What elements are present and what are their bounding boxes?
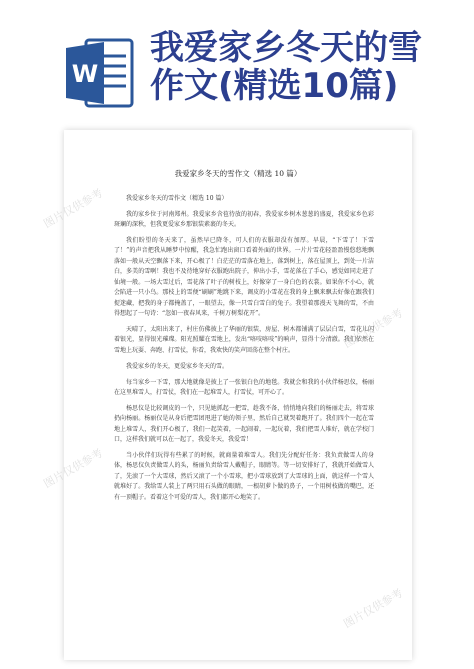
document-heading: 我爱家乡冬天的雪作文（精选 10 篇） — [126, 195, 228, 202]
document-heading: 我爱家乡的冬天，更爱家乡冬天的雪。 — [126, 363, 229, 370]
banner-title-line-1: 我爱家乡冬天的雪 — [150, 28, 422, 68]
banner-title-line-2: 作文(精选10篇) — [150, 66, 399, 106]
watermark: 图片仅供参考 — [341, 586, 406, 631]
word-icon-letter: W — [71, 60, 99, 88]
banner — [0, 0, 474, 118]
document-paragraph: 每当家乡一下雪，那大地就像是披上了一张银白色的地毯。我就会和我的小伙伴杨思仪，杨丽在这里堆雪人，打雪仗，我们在一起堆雪人，打雪仗，可开心了。 — [114, 378, 374, 396]
watermark: 图片仅供参考 — [41, 446, 106, 491]
watermark: 图片仅供参考 — [341, 306, 406, 351]
document-paragraph: 我的家乡位于河南郑州。我爱家乡含苞待放的初春，我爱家乡树木葱葱的盛夏，我爱家乡色彩斑斓的深秋，但我更爱家乡那银装素裹的冬天。 — [114, 210, 374, 228]
word-document-icon — [64, 34, 134, 112]
document-title: 我爱家乡冬天的雪作文（精选 10 篇） — [174, 169, 302, 178]
watermark: 图片仅供参考 — [41, 186, 106, 231]
document-paragraph: 我们盼望的冬天来了，虽然早已降冬，可人们的衣服却没有加厚。早晨，“下雪了！下雪了！”的声音把我从睡梦中惊醒，我急忙跑出窗口看着外面的世界。一片片雪花轻盈盈慢悠悠地飘落如一般从天空飘落下来，开心极了！白茫茫的雪落在地上，落到树上，落在屋顶上，到处一片洁白，多美的雪啊！我也不及待地穿好衣服跑出院子，伸出小手，雪花落在了手心，感觉如同走进了仙境一般。一场大雪过后，雪花落了叶子的树枝上，好像穿了一身白色的衣裳。如果你不小心，就会陷进一只小鸟。那枝上的雪便“刷刷”地跳下来，调皮的小雪花在我的身上飘来飘去好像在跟我们捉迷藏，把我的身子都掩盖了，一眼望去，像一只雪白雪白的兔子。我望着那漫天飞舞的雪，不由得想起了一句诗：“忽如一夜春风来，千树万树梨花开”。 — [114, 236, 374, 317]
document-paragraph: 杨思仪是比较调皮的一个，只见她抓起一把雪，趁我不备，悄悄地向我们的杨丽走去，将雪球扔向杨丽。杨丽仅是从身后把雪团甩进了她的领子里，然后自己就哭着跑开了。我们四个一起在雪地上堆雪人，我们开心极了，我们一起笑着，一起闹着，一起玩着，我们把雪人堆好，就在学校门口，这样我们就可以在一起了，我爱冬天，我爱雪！ — [114, 404, 374, 443]
document-page — [64, 130, 412, 660]
document-paragraph: 当小伙伴们玩得有些累了的时候，就商量着堆雪人。我们先分配好任务：我负责做雪人的身体，杨思仪负责做雪人的头，杨丽负责给雪人戴帽子，眼睛等。等一切安排好了，我就开始做雪人了，先滚了一个大雪球，然后又滚了一个小雪球，把小雪球放到了大雪球的上面，就这样一个雪人就堆好了。我给雪人装上了两只用石头做的眼睛，一根胡萝卜做的鼻子，一个用树枝做的嘴巴，还有一顶帽子。看着这个可爱的雪人，我们都开心地笑了。 — [114, 451, 374, 501]
document-body — [114, 188, 374, 508]
document-paragraph: 天晴了，太阳出来了，村庄仿佛披上了华丽的银装，房屋、树木都铺满了层层白雪，雪花儿闪着银光，显得银光璀璨。阳光照耀在雪地上，发出“咯吱咯吱”的响声，显得十分清澈。我们依然在雪地上玩耍、奔跑、打雪仗，你看，我欢快的笑声回荡在整个村庄。 — [114, 325, 374, 354]
